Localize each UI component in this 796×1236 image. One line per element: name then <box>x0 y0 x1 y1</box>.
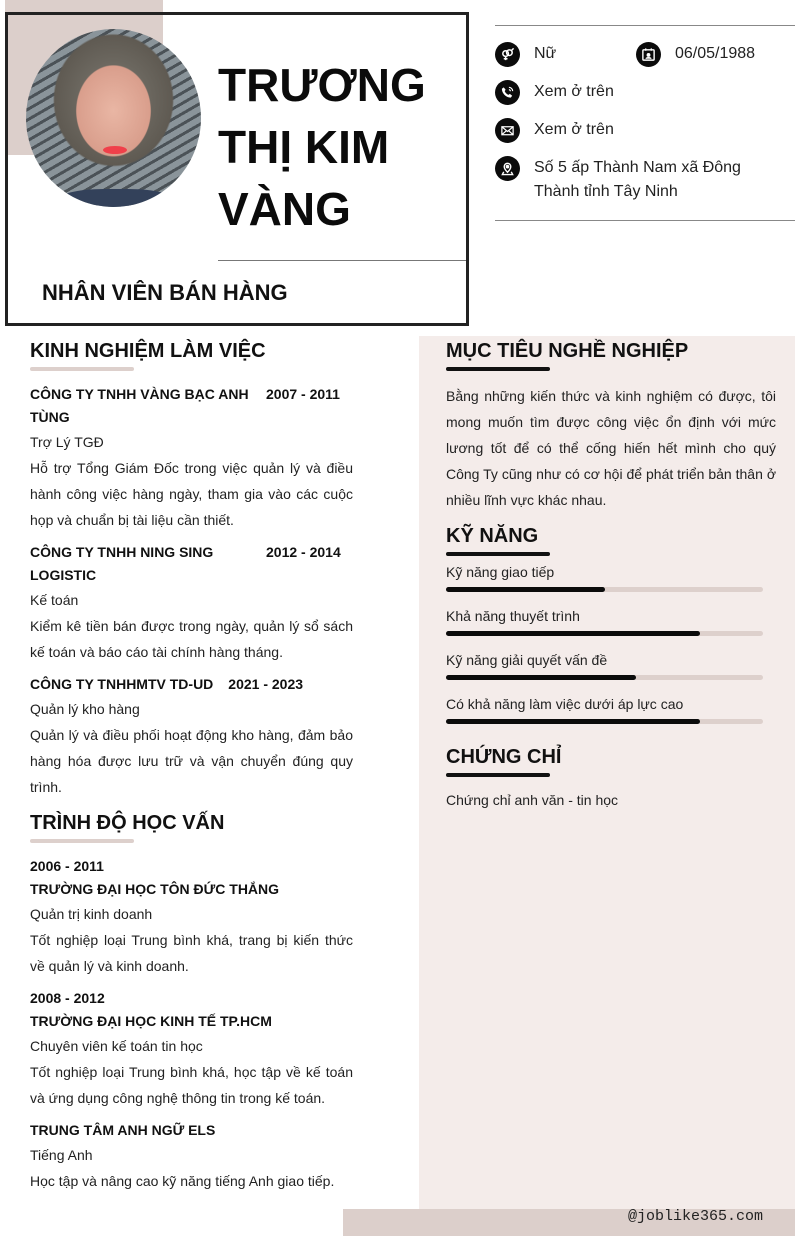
main-column <box>30 338 353 1194</box>
experience-item <box>30 383 353 533</box>
sidebar-column <box>446 338 776 813</box>
section-underline <box>446 552 550 556</box>
avatar <box>26 29 201 207</box>
role: Trợ Lý TGĐ <box>30 434 104 450</box>
experience-section <box>30 338 353 800</box>
candidate-name: TRƯƠNG THỊ KIM VÀNG <box>218 59 426 235</box>
skill-item <box>446 650 776 680</box>
envelope-icon <box>495 118 520 143</box>
skill-bar <box>446 719 763 724</box>
certificates-section <box>446 744 776 813</box>
education-item <box>30 1119 353 1194</box>
education-item <box>30 987 353 1111</box>
description: Học tập và nâng cao kỹ năng tiếng Anh giao tiếp. <box>30 1173 335 1189</box>
company-name: CÔNG TY TNHH VÀNG BẠC ANH TÙNG <box>30 386 249 425</box>
skill-label: Kỹ năng giao tiếp <box>446 564 555 580</box>
contact-gender <box>495 42 556 67</box>
description: Tốt nghiệp loại Trung bình khá, trang bị kiến thức về quản lý và kinh doanh. <box>30 932 353 974</box>
contact-phone <box>495 80 614 105</box>
description: Kiểm kê tiền bán được trong ngày, quản lý sổ sách kế toán và báo cáo tài chính hàng tháng. <box>30 618 353 660</box>
contact-address <box>495 156 755 204</box>
skill-item <box>446 606 776 636</box>
section-title: KINH NGHIỆM LÀM VIỆC <box>30 340 266 362</box>
contact-birthday <box>636 42 755 67</box>
school-name: TRƯỜNG ĐẠI HỌC KINH TẾ TP.HCM <box>30 1013 272 1029</box>
school-name: TRƯỜNG ĐẠI HỌC TÔN ĐỨC THẮNG <box>30 881 280 897</box>
major: Chuyên viên kế toán tin học <box>30 1038 203 1054</box>
objective-section <box>446 338 776 513</box>
section-title: TRÌNH ĐỘ HỌC VẤN <box>30 812 225 834</box>
email-value[interactable]: Xem ở trên <box>534 121 614 138</box>
period: 2006 - 2011 <box>30 858 104 874</box>
divider <box>495 220 795 221</box>
contact-email <box>495 118 614 143</box>
phone-icon <box>495 80 520 105</box>
skill-bar-fill <box>446 631 700 636</box>
section-title: CHỨNG CHỈ <box>446 746 562 768</box>
skill-item <box>446 562 776 592</box>
skill-label: Kỹ năng giải quyết vấn đề <box>446 652 608 668</box>
skill-bar-fill <box>446 587 605 592</box>
period: 2007 - 2011 <box>266 386 340 402</box>
experience-item <box>30 673 353 800</box>
section-underline <box>30 839 134 843</box>
skill-label: Có khả năng làm việc dưới áp lực cao <box>446 696 684 712</box>
gender-icon <box>495 42 520 67</box>
section-title: MỤC TIÊU NGHỀ NGHIỆP <box>446 340 689 362</box>
school-name: TRUNG TÂM ANH NGỮ ELS <box>30 1122 216 1138</box>
company-name: CÔNG TY TNHHMTV TD-UD <box>30 676 214 692</box>
skill-bar-fill <box>446 719 700 724</box>
objective-text: Bằng những kiến thức và kinh nghiệm có được, tôi mong muốn tìm được công việc ổn định với mức lương tốt để có thể cống hiến hết mình cho quý Công Ty cũng như có cơ hội để phát triển bản thân ở nhiều lĩnh vực khác nhau. <box>446 388 776 508</box>
section-underline <box>446 367 550 371</box>
phone-value[interactable]: Xem ở trên <box>534 83 614 100</box>
section-underline <box>446 773 550 777</box>
company-name: CÔNG TY TNHH NING SING LOGISTIC <box>30 544 214 583</box>
description: Tốt nghiệp loại Trung bình khá, học tập về kế toán và ứng dụng công nghệ thông tin trong kế toán. <box>30 1064 353 1106</box>
skill-bar <box>446 675 763 680</box>
role: Kế toán <box>30 592 79 608</box>
period: 2021 - 2023 <box>228 676 304 692</box>
major: Tiếng Anh <box>30 1147 93 1163</box>
major: Quản trị kinh doanh <box>30 906 153 922</box>
certificate-item: Chứng chỉ anh văn - tin học <box>446 792 619 808</box>
section-underline <box>30 367 134 371</box>
period: 2012 - 2014 <box>266 544 341 560</box>
skill-bar-fill <box>446 675 636 680</box>
watermark: @joblike365.com <box>627 1208 763 1225</box>
skills-section <box>446 523 776 724</box>
address-value: Số 5 ấp Thành Nam xã Đông Thành tỉnh Tây Ninh <box>534 159 741 200</box>
education-section <box>30 810 353 1194</box>
section-title: KỸ NĂNG <box>446 525 539 547</box>
description: Quản lý và điều phối hoạt động kho hàng, đảm bảo hàng hóa được lưu trữ và vận chuyển đúng quy trình. <box>30 727 353 795</box>
skill-bar <box>446 587 763 592</box>
skill-bar <box>446 631 763 636</box>
description: Hỗ trợ Tổng Giám Đốc trong việc quản lý và điều hành công việc hàng ngày, tham gia vào các cuộc họp và chuẩn bị tài liệu cần thiết. <box>30 460 353 528</box>
job-title: NHÂN VIÊN BÁN HÀNG <box>42 280 288 305</box>
skill-label: Khả năng thuyết trình <box>446 608 580 624</box>
birthday-value: 06/05/1988 <box>675 45 756 62</box>
calendar-icon <box>636 42 661 67</box>
skills-list <box>446 562 776 724</box>
period: 2008 - 2012 <box>30 990 105 1006</box>
location-pin-icon <box>495 156 520 181</box>
divider <box>218 260 466 261</box>
experience-item <box>30 541 353 665</box>
education-item <box>30 855 353 979</box>
divider <box>495 25 795 26</box>
gender-value: Nữ <box>534 45 557 62</box>
skill-item <box>446 694 776 724</box>
role: Quản lý kho hàng <box>30 701 140 717</box>
